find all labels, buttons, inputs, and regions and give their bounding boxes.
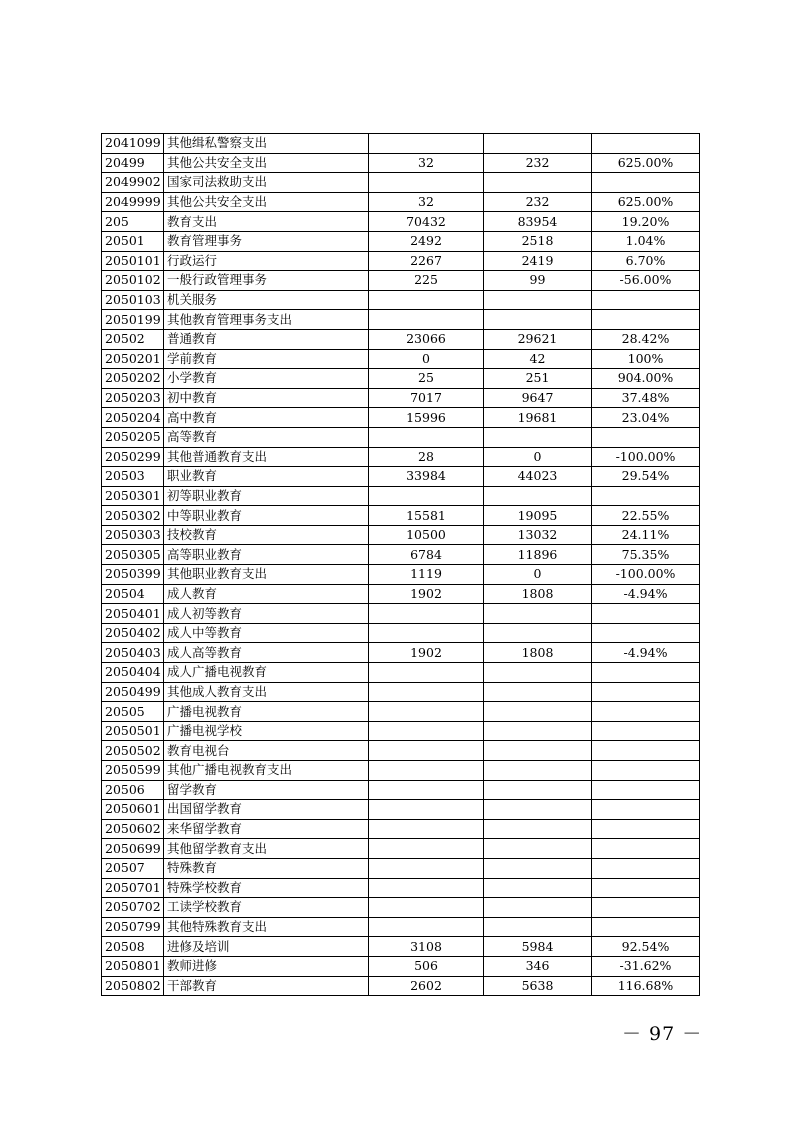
current-amount-cell: 19095 xyxy=(484,506,592,526)
prior-amount-cell: 15581 xyxy=(369,506,484,526)
change-percent-cell: -4.94% xyxy=(592,584,700,604)
prior-amount-cell: 32 xyxy=(369,153,484,173)
prior-amount-cell xyxy=(369,290,484,310)
subject-name-cell: 出国留学教育 xyxy=(164,800,369,820)
subject-name-cell: 留学教育 xyxy=(164,780,369,800)
table-row xyxy=(102,565,700,585)
change-percent-cell: -31.62% xyxy=(592,956,700,976)
subject-code-cell: 20507 xyxy=(102,858,164,878)
subject-name-cell: 来华留学教育 xyxy=(164,819,369,839)
subject-name-cell: 教育管理事务 xyxy=(164,231,369,251)
change-percent-cell: 625.00% xyxy=(592,192,700,212)
subject-code-cell: 2050203 xyxy=(102,388,164,408)
table-row xyxy=(102,623,700,643)
table-row xyxy=(102,643,700,663)
current-amount-cell: 9647 xyxy=(484,388,592,408)
prior-amount-cell xyxy=(369,800,484,820)
table-row xyxy=(102,937,700,957)
table-row xyxy=(102,310,700,330)
current-amount-cell: 99 xyxy=(484,271,592,291)
prior-amount-cell: 2267 xyxy=(369,251,484,271)
subject-name-cell: 教师进修 xyxy=(164,956,369,976)
change-percent-cell: -56.00% xyxy=(592,271,700,291)
current-amount-cell: 5638 xyxy=(484,976,592,996)
current-amount-cell xyxy=(484,917,592,937)
subject-name-cell: 其他留学教育支出 xyxy=(164,839,369,859)
subject-name-cell: 进修及培训 xyxy=(164,937,369,957)
subject-code-cell: 2050801 xyxy=(102,956,164,976)
table-row xyxy=(102,290,700,310)
subject-code-cell: 205 xyxy=(102,212,164,232)
change-percent-cell xyxy=(592,604,700,624)
prior-amount-cell xyxy=(369,858,484,878)
subject-code-cell: 2050205 xyxy=(102,427,164,447)
change-percent-cell xyxy=(592,780,700,800)
current-amount-cell: 1808 xyxy=(484,643,592,663)
subject-code-cell: 20506 xyxy=(102,780,164,800)
change-percent-cell xyxy=(592,800,700,820)
current-amount-cell xyxy=(484,290,592,310)
change-percent-cell: 29.54% xyxy=(592,467,700,487)
current-amount-cell: 29621 xyxy=(484,329,592,349)
table-row xyxy=(102,898,700,918)
subject-name-cell: 特殊学校教育 xyxy=(164,878,369,898)
subject-code-cell: 2050103 xyxy=(102,290,164,310)
table-row xyxy=(102,976,700,996)
subject-name-cell: 其他职业教育支出 xyxy=(164,565,369,585)
subject-code-cell: 2049902 xyxy=(102,173,164,193)
table-row xyxy=(102,761,700,781)
current-amount-cell xyxy=(484,310,592,330)
prior-amount-cell: 70432 xyxy=(369,212,484,232)
subject-name-cell: 成人教育 xyxy=(164,584,369,604)
prior-amount-cell xyxy=(369,604,484,624)
table-row xyxy=(102,486,700,506)
table-row xyxy=(102,447,700,467)
current-amount-cell: 11896 xyxy=(484,545,592,565)
subject-code-cell: 2050204 xyxy=(102,408,164,428)
prior-amount-cell xyxy=(369,761,484,781)
subject-code-cell: 20503 xyxy=(102,467,164,487)
change-percent-cell: 23.04% xyxy=(592,408,700,428)
change-percent-cell: 904.00% xyxy=(592,369,700,389)
prior-amount-cell: 25 xyxy=(369,369,484,389)
current-amount-cell xyxy=(484,878,592,898)
prior-amount-cell xyxy=(369,898,484,918)
subject-code-cell: 2050202 xyxy=(102,369,164,389)
change-percent-cell: -100.00% xyxy=(592,565,700,585)
subject-name-cell: 其他公共安全支出 xyxy=(164,192,369,212)
table-row xyxy=(102,702,700,722)
table-row xyxy=(102,329,700,349)
subject-code-cell: 2050802 xyxy=(102,976,164,996)
change-percent-cell xyxy=(592,917,700,937)
current-amount-cell xyxy=(484,173,592,193)
subject-name-cell: 学前教育 xyxy=(164,349,369,369)
subject-name-cell: 特殊教育 xyxy=(164,858,369,878)
subject-name-cell: 行政运行 xyxy=(164,251,369,271)
subject-name-cell: 干部教育 xyxy=(164,976,369,996)
subject-code-cell: 20501 xyxy=(102,231,164,251)
subject-name-cell: 初中教育 xyxy=(164,388,369,408)
prior-amount-cell: 10500 xyxy=(369,525,484,545)
table-row xyxy=(102,369,700,389)
prior-amount-cell xyxy=(369,741,484,761)
change-percent-cell xyxy=(592,721,700,741)
subject-code-cell: 2050399 xyxy=(102,565,164,585)
change-percent-cell xyxy=(592,761,700,781)
subject-name-cell: 广播电视学校 xyxy=(164,721,369,741)
current-amount-cell xyxy=(484,741,592,761)
table-row xyxy=(102,271,700,291)
subject-name-cell: 高等职业教育 xyxy=(164,545,369,565)
subject-code-cell: 2050499 xyxy=(102,682,164,702)
prior-amount-cell xyxy=(369,486,484,506)
prior-amount-cell: 1119 xyxy=(369,565,484,585)
current-amount-cell xyxy=(484,780,592,800)
table-row xyxy=(102,349,700,369)
change-percent-cell xyxy=(592,898,700,918)
current-amount-cell: 2518 xyxy=(484,231,592,251)
current-amount-cell: 232 xyxy=(484,153,592,173)
subject-code-cell: 2050302 xyxy=(102,506,164,526)
current-amount-cell xyxy=(484,682,592,702)
change-percent-cell: 75.35% xyxy=(592,545,700,565)
change-percent-cell: 92.54% xyxy=(592,937,700,957)
current-amount-cell: 1808 xyxy=(484,584,592,604)
current-amount-cell: 251 xyxy=(484,369,592,389)
subject-name-cell: 其他教育管理事务支出 xyxy=(164,310,369,330)
subject-code-cell: 2050502 xyxy=(102,741,164,761)
page-number: － 97 － xyxy=(622,1023,703,1045)
prior-amount-cell: 33984 xyxy=(369,467,484,487)
change-percent-cell xyxy=(592,682,700,702)
subject-code-cell: 2050101 xyxy=(102,251,164,271)
change-percent-cell: 100% xyxy=(592,349,700,369)
change-percent-cell xyxy=(592,702,700,722)
current-amount-cell xyxy=(484,721,592,741)
prior-amount-cell: 28 xyxy=(369,447,484,467)
change-percent-cell: 116.68% xyxy=(592,976,700,996)
table-row xyxy=(102,251,700,271)
change-percent-cell: 625.00% xyxy=(592,153,700,173)
prior-amount-cell: 3108 xyxy=(369,937,484,957)
table-row xyxy=(102,427,700,447)
subject-code-cell: 2050404 xyxy=(102,663,164,683)
prior-amount-cell xyxy=(369,917,484,937)
subject-name-cell: 普通教育 xyxy=(164,329,369,349)
subject-code-cell: 2050199 xyxy=(102,310,164,330)
current-amount-cell xyxy=(484,486,592,506)
subject-code-cell: 2050599 xyxy=(102,761,164,781)
prior-amount-cell: 7017 xyxy=(369,388,484,408)
prior-amount-cell xyxy=(369,173,484,193)
table-row xyxy=(102,682,700,702)
subject-name-cell: 小学教育 xyxy=(164,369,369,389)
subject-name-cell: 其他普通教育支出 xyxy=(164,447,369,467)
subject-name-cell: 成人中等教育 xyxy=(164,623,369,643)
change-percent-cell xyxy=(592,741,700,761)
table-row xyxy=(102,134,700,154)
prior-amount-cell xyxy=(369,310,484,330)
subject-name-cell: 成人广播电视教育 xyxy=(164,663,369,683)
subject-name-cell: 国家司法救助支出 xyxy=(164,173,369,193)
subject-code-cell: 2049999 xyxy=(102,192,164,212)
table-row xyxy=(102,839,700,859)
subject-code-cell: 2050402 xyxy=(102,623,164,643)
table-row xyxy=(102,917,700,937)
subject-name-cell: 职业教育 xyxy=(164,467,369,487)
current-amount-cell: 5984 xyxy=(484,937,592,957)
prior-amount-cell xyxy=(369,682,484,702)
current-amount-cell: 44023 xyxy=(484,467,592,487)
subject-code-cell: 2050701 xyxy=(102,878,164,898)
subject-name-cell: 成人高等教育 xyxy=(164,643,369,663)
subject-name-cell: 其他成人教育支出 xyxy=(164,682,369,702)
table-row xyxy=(102,858,700,878)
subject-code-cell: 20505 xyxy=(102,702,164,722)
subject-code-cell: 2050501 xyxy=(102,721,164,741)
prior-amount-cell: 506 xyxy=(369,956,484,976)
table-row xyxy=(102,819,700,839)
change-percent-cell xyxy=(592,819,700,839)
change-percent-cell: 28.42% xyxy=(592,329,700,349)
subject-name-cell: 一般行政管理事务 xyxy=(164,271,369,291)
subject-name-cell: 教育电视台 xyxy=(164,741,369,761)
subject-name-cell: 其他广播电视教育支出 xyxy=(164,761,369,781)
current-amount-cell xyxy=(484,761,592,781)
subject-name-cell: 技校教育 xyxy=(164,525,369,545)
current-amount-cell xyxy=(484,427,592,447)
change-percent-cell: -4.94% xyxy=(592,643,700,663)
budget-table xyxy=(101,133,700,996)
subject-name-cell: 初等职业教育 xyxy=(164,486,369,506)
change-percent-cell: 1.04% xyxy=(592,231,700,251)
subject-code-cell: 2050601 xyxy=(102,800,164,820)
subject-name-cell: 成人初等教育 xyxy=(164,604,369,624)
table-row xyxy=(102,956,700,976)
prior-amount-cell: 6784 xyxy=(369,545,484,565)
subject-name-cell: 其他公共安全支出 xyxy=(164,153,369,173)
subject-code-cell: 2050305 xyxy=(102,545,164,565)
prior-amount-cell: 2602 xyxy=(369,976,484,996)
prior-amount-cell xyxy=(369,839,484,859)
table-row xyxy=(102,604,700,624)
table-row xyxy=(102,173,700,193)
subject-name-cell: 广播电视教育 xyxy=(164,702,369,722)
change-percent-cell xyxy=(592,427,700,447)
table-row xyxy=(102,231,700,251)
current-amount-cell: 0 xyxy=(484,447,592,467)
current-amount-cell: 83954 xyxy=(484,212,592,232)
current-amount-cell: 232 xyxy=(484,192,592,212)
change-percent-cell xyxy=(592,173,700,193)
subject-code-cell: 2050702 xyxy=(102,898,164,918)
subject-name-cell: 工读学校教育 xyxy=(164,898,369,918)
current-amount-cell xyxy=(484,819,592,839)
current-amount-cell: 13032 xyxy=(484,525,592,545)
current-amount-cell xyxy=(484,800,592,820)
current-amount-cell xyxy=(484,839,592,859)
table-row xyxy=(102,408,700,428)
subject-code-cell: 2050299 xyxy=(102,447,164,467)
prior-amount-cell: 1902 xyxy=(369,584,484,604)
table-row xyxy=(102,388,700,408)
table-row xyxy=(102,525,700,545)
subject-code-cell: 2050201 xyxy=(102,349,164,369)
prior-amount-cell xyxy=(369,780,484,800)
table-row xyxy=(102,780,700,800)
subject-code-cell: 2050403 xyxy=(102,643,164,663)
prior-amount-cell: 0 xyxy=(369,349,484,369)
subject-code-cell: 2041099 xyxy=(102,134,164,154)
subject-name-cell: 中等职业教育 xyxy=(164,506,369,526)
current-amount-cell: 19681 xyxy=(484,408,592,428)
prior-amount-cell xyxy=(369,819,484,839)
table-row xyxy=(102,721,700,741)
change-percent-cell xyxy=(592,663,700,683)
table-row xyxy=(102,192,700,212)
table-body xyxy=(102,134,700,996)
table-row xyxy=(102,878,700,898)
subject-code-cell: 20502 xyxy=(102,329,164,349)
subject-name-cell: 高中教育 xyxy=(164,408,369,428)
subject-name-cell: 机关服务 xyxy=(164,290,369,310)
prior-amount-cell: 1902 xyxy=(369,643,484,663)
prior-amount-cell: 32 xyxy=(369,192,484,212)
prior-amount-cell: 225 xyxy=(369,271,484,291)
subject-code-cell: 2050602 xyxy=(102,819,164,839)
prior-amount-cell xyxy=(369,663,484,683)
prior-amount-cell: 23066 xyxy=(369,329,484,349)
table-row xyxy=(102,467,700,487)
current-amount-cell xyxy=(484,604,592,624)
change-percent-cell xyxy=(592,623,700,643)
current-amount-cell: 42 xyxy=(484,349,592,369)
table-row xyxy=(102,800,700,820)
change-percent-cell: 22.55% xyxy=(592,506,700,526)
prior-amount-cell xyxy=(369,878,484,898)
change-percent-cell: 19.20% xyxy=(592,212,700,232)
change-percent-cell xyxy=(592,134,700,154)
change-percent-cell xyxy=(592,310,700,330)
subject-code-cell: 2050799 xyxy=(102,917,164,937)
change-percent-cell xyxy=(592,290,700,310)
subject-code-cell: 2050102 xyxy=(102,271,164,291)
table-row xyxy=(102,741,700,761)
current-amount-cell xyxy=(484,623,592,643)
change-percent-cell xyxy=(592,839,700,859)
subject-code-cell: 2050301 xyxy=(102,486,164,506)
change-percent-cell: 24.11% xyxy=(592,525,700,545)
current-amount-cell xyxy=(484,702,592,722)
change-percent-cell: 37.48% xyxy=(592,388,700,408)
current-amount-cell xyxy=(484,898,592,918)
prior-amount-cell xyxy=(369,427,484,447)
change-percent-cell xyxy=(592,878,700,898)
change-percent-cell xyxy=(592,858,700,878)
current-amount-cell: 2419 xyxy=(484,251,592,271)
subject-name-cell: 其他特殊教育支出 xyxy=(164,917,369,937)
prior-amount-cell: 15996 xyxy=(369,408,484,428)
subject-name-cell: 其他缉私警察支出 xyxy=(164,134,369,154)
table-row xyxy=(102,153,700,173)
current-amount-cell xyxy=(484,663,592,683)
current-amount-cell xyxy=(484,134,592,154)
subject-name-cell: 高等教育 xyxy=(164,427,369,447)
table-row xyxy=(102,545,700,565)
prior-amount-cell xyxy=(369,134,484,154)
prior-amount-cell: 2492 xyxy=(369,231,484,251)
table-row xyxy=(102,212,700,232)
current-amount-cell xyxy=(484,858,592,878)
subject-code-cell: 2050699 xyxy=(102,839,164,859)
current-amount-cell: 0 xyxy=(484,565,592,585)
current-amount-cell: 346 xyxy=(484,956,592,976)
subject-code-cell: 20504 xyxy=(102,584,164,604)
table-row xyxy=(102,584,700,604)
subject-name-cell: 教育支出 xyxy=(164,212,369,232)
subject-code-cell: 2050303 xyxy=(102,525,164,545)
table-row xyxy=(102,663,700,683)
subject-code-cell: 20508 xyxy=(102,937,164,957)
prior-amount-cell xyxy=(369,702,484,722)
change-percent-cell: -100.00% xyxy=(592,447,700,467)
change-percent-cell: 6.70% xyxy=(592,251,700,271)
change-percent-cell xyxy=(592,486,700,506)
subject-code-cell: 20499 xyxy=(102,153,164,173)
table-row xyxy=(102,506,700,526)
prior-amount-cell xyxy=(369,623,484,643)
prior-amount-cell xyxy=(369,721,484,741)
subject-code-cell: 2050401 xyxy=(102,604,164,624)
